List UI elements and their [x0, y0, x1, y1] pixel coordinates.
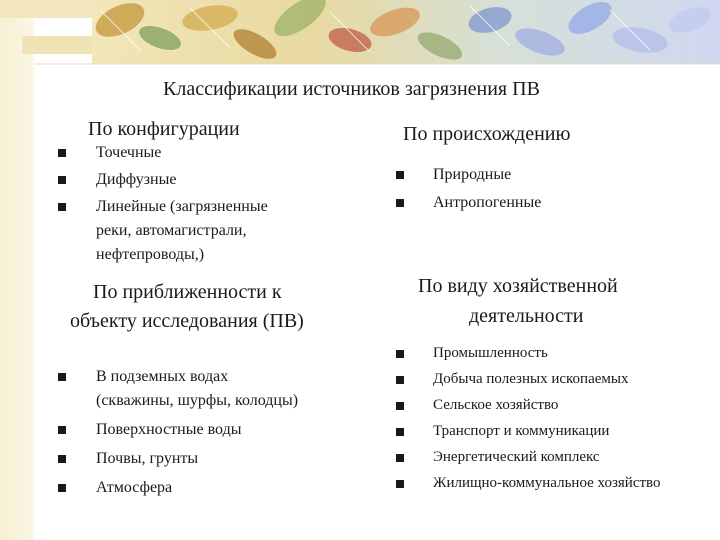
list-item-continuation: нефтепроводы,) [96, 246, 205, 263]
bullet-icon [396, 402, 404, 410]
bullet-icon [396, 428, 404, 436]
list-item: Транспорт и коммуникации [433, 423, 610, 439]
bullet-icon [396, 376, 404, 384]
bullet-icon [58, 203, 66, 211]
bullet-icon [396, 480, 404, 488]
list-item: Диффузные [96, 171, 177, 188]
list-item: Антропогенные [433, 194, 542, 211]
list-item-continuation: реки, автомагистрали, [96, 222, 247, 239]
list-item: Почвы, грунты [96, 450, 199, 467]
list-item: Сельское хозяйство [433, 397, 559, 413]
bullet-icon [58, 176, 66, 184]
section-heading-economic-activity: По виду хозяйственной [418, 275, 618, 297]
bullet-icon [396, 199, 404, 207]
list-item: Поверхностные воды [96, 421, 242, 438]
list-item: Жилищно-коммунальное хозяйство [433, 475, 661, 491]
list-item: Энергетический комплекс [433, 449, 600, 465]
bullet-icon [58, 149, 66, 157]
list-item: Точечные [96, 144, 162, 161]
section-heading-proximity: По приближенности к [93, 281, 282, 303]
list-item-continuation: (скважины, шурфы, колодцы) [96, 392, 299, 409]
list-item: Добыча полезных ископаемых [433, 371, 629, 387]
list-item: Природные [433, 166, 512, 183]
section-heading-configuration: По конфигурации [88, 118, 240, 140]
list-item: В подземных водах [96, 368, 229, 385]
bullet-icon [58, 426, 66, 434]
bullet-icon [58, 484, 66, 492]
section-heading-proximity-line2: объекту исследования (ПВ) [70, 310, 304, 332]
section-heading-economic-activity-line2: деятельности [469, 305, 584, 327]
list-item: Линейные (загрязненные [96, 198, 268, 215]
section-heading-origin: По происхождению [403, 123, 571, 145]
list-item: Промышленность [433, 345, 548, 361]
bullet-icon [396, 171, 404, 179]
bullet-icon [58, 455, 66, 463]
bullet-icon [396, 350, 404, 358]
bullet-icon [58, 373, 66, 381]
list-item: Атмосфера [96, 479, 173, 496]
page-title: Классификации источников загрязнения ПВ [163, 78, 540, 100]
bullet-icon [396, 454, 404, 462]
